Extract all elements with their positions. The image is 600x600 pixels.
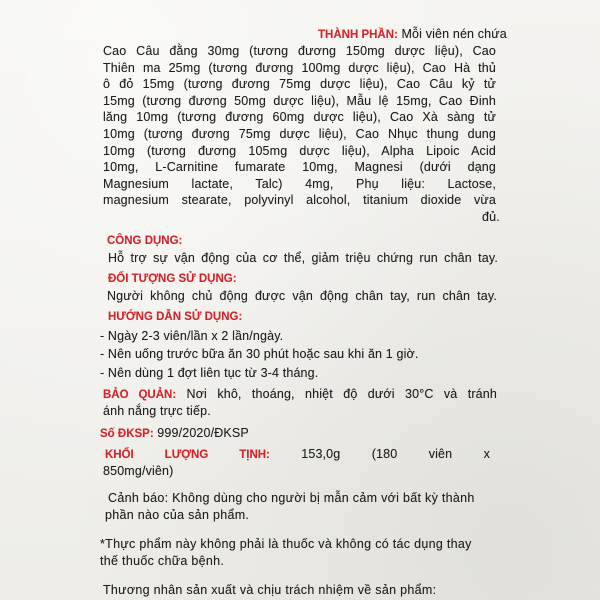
net-weight-heading: KHỐI LƯỢNG TỊNH: (105, 449, 270, 461)
directions-item: - Nên dùng 1 đợt liên tục từ 3-4 tháng. (100, 366, 319, 380)
ingredients-line: 15mg (tương đương 50mg dược liệu), Mẫu lệ 15mg, Cao Đinh (103, 93, 496, 108)
registration-value: 999/2020/ĐKSP (157, 426, 249, 440)
disclaimer-text: *Thực phẩm này không phải là thuốc và không có tác dụng thay (100, 537, 472, 551)
registration-line (100, 425, 249, 441)
uses-heading: CÔNG DỤNG: (107, 235, 183, 247)
ingredients-line: Thiên ma 25mg (tương đương 100mg dược liệu), Cao Hà thủ (103, 60, 496, 75)
registration-heading: Số ĐKSP: (100, 428, 154, 440)
net-weight-value-cont: 850mg/viên) (103, 464, 174, 478)
ingredients-intro: Mỗi viên nén chứa (401, 27, 507, 41)
directions-item: - Ngày 2-3 viên/lần x 2 lần/ngày. (100, 329, 284, 343)
ingredients-line: magnesium stearate, polyvinyl alcohol, titanium dioxide vừa (103, 193, 496, 208)
warning-text-cont: phần nào của sản phẩm. (105, 508, 250, 522)
storage-text: Nơi khô, thoáng, nhiệt độ dưới 30°C và tránh (186, 387, 497, 401)
ingredients-line: 10mg (tương đương 75mg dược liệu), Cao Nhục thung dung (103, 127, 496, 141)
directions-item: - Nên uống trước bữa ăn 30 phút hoặc sau khi ăn 1 giờ. (100, 347, 419, 361)
storage-heading: BẢO QUẢN: (103, 389, 177, 401)
ingredients-heading: THÀNH PHẦN: (318, 29, 398, 41)
ingredients-line: Cao Câu đằng 30mg (tương đương 150mg dược liệu), Cao (103, 44, 496, 58)
ingredients-line-end: đủ. (482, 210, 500, 224)
net-weight-line (105, 446, 490, 462)
warning-text: Cảnh báo: Không dùng cho người bị mẫn cảm với bất kỳ thành (108, 491, 475, 505)
directions-heading: HƯỚNG DẪN SỬ DỤNG: (108, 311, 243, 323)
storage-text-cont: ánh nắng trực tiếp. (103, 404, 211, 418)
uses-text: Hỗ trợ sự vận động của cơ thể, giảm triệu chứng run chân tay. (108, 251, 498, 265)
manufacturer-label: Thương nhân sản xuất và chịu trách nhiệm về sản phẩm: (103, 583, 437, 597)
ingredients-line: 10mg (tương đương 105mg dược liệu), Alpha Lipoic Acid (103, 143, 496, 158)
disclaimer-text-cont: thế thuốc chữa bệnh. (100, 554, 225, 568)
ingredients-line: 10mg, L-Carnitine fumarate 10mg, Magnesi (dưới dạng (103, 160, 496, 175)
ingredients-line: Magnesium lactate, Talc) 4mg, Phụ liệu: Lactose, (103, 176, 496, 191)
ingredients-heading-line (318, 26, 507, 42)
target-users-text: Người không chủ động được vận động chân tay, run chân tay. (107, 289, 497, 303)
target-users-heading: ĐỐI TƯỢNG SỬ DỤNG: (108, 273, 237, 285)
ingredients-line: ô đỏ 15mg (tương đương 75mg dược liệu), Cao Câu kỷ tử (103, 77, 496, 92)
ingredients-line: lăng 10mg (tương đương 60mg dược liệu), Cao Xà sàng tử (103, 110, 496, 125)
storage-line (103, 386, 497, 402)
net-weight-value: 153,0g (180 viên x (301, 447, 490, 461)
